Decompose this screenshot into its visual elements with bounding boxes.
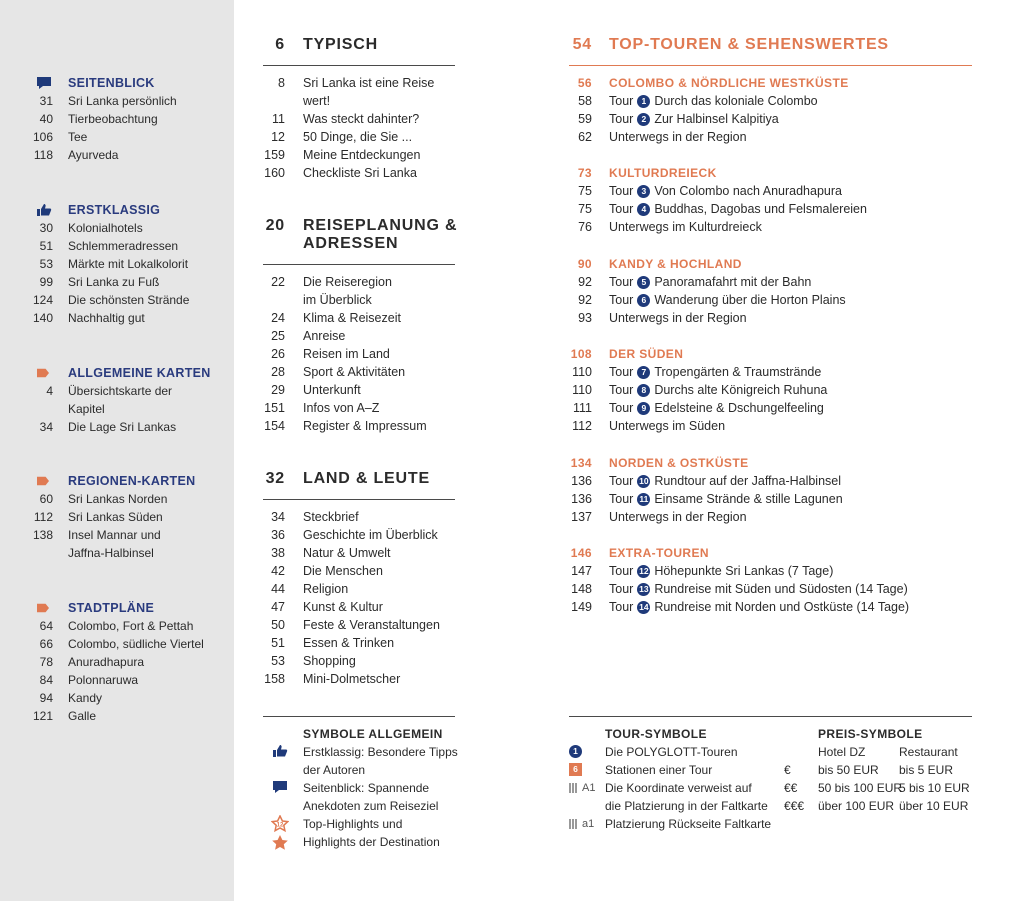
entry-label: Mini-Dolmetscher (303, 672, 401, 686)
page-number: 24 (271, 311, 285, 325)
page-number: 4 (46, 384, 53, 398)
region-page-number: 56 (577, 76, 592, 90)
entry-label: Übersichtskarte der (68, 384, 173, 398)
toc-entry[interactable] (0, 327, 460, 345)
tour-entry[interactable] (0, 417, 1000, 435)
tour-entry[interactable] (0, 92, 1000, 110)
entry-label: Colombo, südliche Viertel (68, 637, 204, 651)
entry-label: Sri Lanka persönlich (68, 94, 177, 108)
entry-label: Unterwegs in der Region (609, 130, 747, 144)
sidebar-section-title: REGIONEN-KARTEN (68, 474, 196, 488)
tour-entry[interactable] (0, 110, 1000, 128)
page-number: 36 (271, 528, 285, 542)
page-number: 51 (39, 239, 53, 253)
page-number: 59 (578, 112, 592, 126)
entry-label: Was steckt dahinter? (303, 112, 420, 126)
page-number: 124 (32, 293, 53, 307)
page-number: 149 (571, 600, 592, 614)
page-number: 151 (264, 401, 285, 415)
legend-text: Die Koordinate verweist auf (605, 781, 752, 795)
toc-entry[interactable] (0, 616, 460, 634)
speech-bubble-icon (272, 780, 288, 799)
page-number: 154 (264, 419, 285, 433)
page-number: 40 (39, 112, 53, 126)
tour-word: Tour (609, 112, 634, 126)
price-symbol: € (784, 763, 791, 777)
entry-label: wert! (303, 94, 331, 108)
entry-label: Jaffna-Halbinsel (68, 546, 154, 560)
tour-number-badge: 3 (637, 185, 650, 198)
sidebar-section-title: ERSTKLASSIG (68, 203, 161, 217)
page-number: 64 (39, 619, 53, 633)
page-number: 140 (32, 311, 53, 325)
entry-label: Durchs alte Königreich Ruhuna (654, 383, 828, 397)
tour-word: Tour (609, 564, 634, 578)
page-number: 118 (33, 148, 53, 162)
entry-label: Märkte mit Lokalkolorit (68, 257, 189, 271)
price-restaurant: 5 bis 10 EUR (899, 781, 970, 795)
tour-word: Tour (609, 582, 634, 596)
entry-label: Sri Lankas Süden (68, 510, 163, 524)
entry-label: Infos von A–Z (303, 401, 380, 415)
entry-label: Edelsteine & Dschungelfeeling (654, 401, 824, 415)
price-hotel: 50 bis 100 EUR (818, 781, 903, 795)
entry-label: Kunst & Kultur (303, 600, 383, 614)
tour-word: Tour (609, 275, 634, 289)
legend-text: Stationen einer Tour (605, 763, 713, 777)
legend-text: die Platzierung in der Faltkarte (605, 799, 768, 813)
entry-label: Checkliste Sri Lanka (303, 166, 417, 180)
entry-label: Polonnaruwa (68, 673, 139, 687)
entry-label: Insel Mannar und (68, 528, 161, 542)
legend-text: Highlights der Destination (303, 835, 440, 849)
sidebar-entry[interactable] (0, 707, 234, 725)
chapter-page-number: 6 (275, 36, 285, 53)
divider (263, 65, 455, 66)
region-page-number: 73 (577, 166, 592, 180)
entry-label: Panoramafahrt mit der Bahn (654, 275, 812, 289)
page-number: 47 (271, 600, 285, 614)
tour-entry[interactable] (0, 200, 1000, 218)
page-number: 106 (32, 130, 53, 144)
legend-text: Platzierung Rückseite Faltkarte (605, 817, 772, 831)
chapter-title: REISEPLANUNG & (303, 217, 458, 234)
tour-entry[interactable] (0, 309, 1000, 327)
tour-entry[interactable] (0, 273, 1000, 291)
region-title: NORDEN & OSTKÜSTE (609, 456, 749, 470)
tour-entry[interactable] (0, 218, 1000, 236)
entry-label: Zur Halbinsel Kalpitiya (654, 112, 779, 126)
entry-label: Shopping (303, 654, 356, 668)
entry-label: Unterwegs in der Region (609, 311, 747, 325)
tour-word: Tour (609, 293, 634, 307)
tour-entry[interactable] (0, 490, 1000, 508)
page-number: 66 (39, 637, 53, 651)
chapter-page-number: 32 (265, 470, 285, 487)
region-header[interactable] (0, 164, 1000, 182)
star-icon (271, 834, 289, 857)
region-header[interactable] (0, 255, 1000, 273)
divider (569, 716, 972, 717)
sidebar-section-title: SEITENBLICK (68, 76, 155, 90)
price-hotel: über 100 EUR (818, 799, 895, 813)
price-restaurant: über 10 EUR (899, 799, 969, 813)
tour-word: Tour (609, 492, 634, 506)
region-page-number: 90 (577, 257, 592, 271)
page-number: 136 (571, 474, 592, 488)
page-number: 11 (272, 112, 285, 126)
entry-label: Schlemmeradressen (68, 239, 179, 253)
entry-label: Die schönsten Strände (68, 293, 190, 307)
tour-word: Tour (609, 474, 634, 488)
entry-label: Von Colombo nach Anuradhapura (654, 184, 842, 198)
entry-label: Unterkunft (303, 383, 361, 397)
toc-entry[interactable] (0, 634, 460, 652)
legend-symbol: 6 (569, 763, 582, 776)
entry-label: Rundreise mit Norden und Ostküste (14 Tage) (654, 600, 910, 614)
legend-text: Anekdoten zum Reiseziel (303, 799, 439, 813)
entry-label: Geschichte im Überblick (303, 528, 438, 542)
entry-label: Unterwegs im Süden (609, 419, 726, 433)
page-number: 93 (578, 311, 592, 325)
entry-label: Buddhas, Dagobas und Felsmalereien (654, 202, 867, 216)
page-number: 44 (271, 582, 285, 596)
legend-text: der Autoren (303, 763, 366, 777)
entry-label: Einsame Strände & stille Lagunen (654, 492, 843, 506)
entry-label: Colombo, Fort & Pettah (68, 619, 194, 633)
page-number: 158 (264, 672, 285, 686)
entry-label: Kolonialhotels (68, 221, 143, 235)
toc-entry[interactable] (0, 652, 460, 670)
entry-label: Rundtour auf der Jaffna-Halbinsel (654, 474, 842, 488)
legend-title: SYMBOLE ALLGEMEIN (303, 727, 443, 741)
tour-word: Tour (609, 365, 634, 379)
grid-marker-icon (569, 783, 578, 793)
entry-label: Rundreise mit Süden und Südosten (14 Tage) (654, 582, 908, 596)
chapter-page-number: 20 (265, 217, 285, 234)
tour-entry[interactable] (0, 291, 1000, 309)
chapter-page-number: 54 (572, 36, 592, 53)
entry-label: Steckbrief (303, 510, 359, 524)
tour-number-badge: 10 (639, 476, 649, 486)
tour-number-badge: 8 (637, 384, 650, 397)
legend-symbol: a1 (582, 818, 595, 830)
tour-entry[interactable] (0, 363, 1000, 381)
entry-label: Kapitel (68, 402, 105, 416)
region-header[interactable] (0, 544, 1000, 562)
region-page-number: 146 (570, 546, 592, 560)
entry-label: Nachhaltig gut (68, 311, 145, 325)
entry-label: Essen & Trinken (303, 636, 395, 650)
entry-label: Reisen im Land (303, 347, 390, 361)
region-header[interactable] (0, 454, 1000, 472)
page-number: 31 (39, 94, 53, 108)
page-number: 30 (39, 221, 53, 235)
grid-marker-icon (569, 819, 578, 829)
page-number: 50 (271, 618, 285, 632)
region-header[interactable] (0, 74, 1000, 92)
page-number: 22 (271, 275, 285, 289)
entry-label: Meine Entdeckungen (303, 148, 421, 162)
page-number: 112 (33, 510, 53, 524)
page-number: 147 (571, 564, 592, 578)
entry-label: Sport & Aktivitäten (303, 365, 406, 379)
tour-number-badge: 14 (639, 602, 649, 612)
tour-number-badge: 2 (637, 113, 650, 126)
tour-entry[interactable] (0, 472, 1000, 490)
entry-label: Durch das koloniale Colombo (654, 94, 818, 108)
tour-number-badge: 5 (637, 276, 650, 289)
entry-label: Anreise (303, 329, 346, 343)
chapter-title: TYPISCH (303, 36, 378, 53)
tour-word: Tour (609, 94, 634, 108)
entry-label: 50 Dinge, die Sie ... (303, 130, 413, 144)
tour-entry[interactable] (0, 128, 1000, 146)
tour-number-badge: 13 (639, 584, 649, 594)
entry-label: Feste & Veranstaltungen (303, 618, 440, 632)
price-column-restaurant: Restaurant (899, 745, 958, 759)
region-title: KANDY & HOCHLAND (609, 257, 742, 271)
page-number: 92 (578, 293, 592, 307)
page-number: 110 (572, 365, 592, 379)
tour-word: Tour (609, 202, 634, 216)
sidebar-section-title: ALLGEMEINE KARTEN (68, 366, 211, 380)
page-number: 111 (572, 401, 592, 415)
sidebar-section-title: STADTPLÄNE (68, 601, 155, 615)
page-number: 75 (578, 184, 592, 198)
page-number: 112 (572, 419, 592, 433)
page-number: 28 (271, 365, 285, 379)
page-number: 53 (39, 257, 53, 271)
region-header[interactable] (0, 345, 1000, 363)
entry-label: Tropengärten & Traumstrände (654, 365, 822, 379)
page-number: 110 (572, 383, 592, 397)
price-symbol: €€€ (784, 799, 805, 813)
entry-label: Register & Impressum (303, 419, 427, 433)
entry-label: Anuradhapura (68, 655, 145, 669)
entry-label: Natur & Umwelt (303, 546, 391, 560)
entry-label: Ayurveda (68, 148, 119, 162)
tour-word: Tour (609, 383, 634, 397)
page-number: 92 (578, 275, 592, 289)
svg-text:12: 12 (276, 822, 284, 829)
legend-text: Seitenblick: Spannende (303, 781, 430, 795)
tour-number-badge: 9 (637, 402, 650, 415)
region-title: DER SÜDEN (609, 347, 684, 361)
toc-entry[interactable] (0, 146, 460, 164)
tour-entry[interactable] (0, 598, 1000, 616)
chapter-title: LAND & LEUTE (303, 470, 430, 487)
entry-label: Galle (68, 709, 97, 723)
page-number: 26 (271, 347, 285, 361)
page-number: 76 (578, 220, 592, 234)
tour-entry[interactable] (0, 182, 1000, 200)
legend-text: Die POLYGLOTT-Touren (605, 745, 738, 759)
price-column-hotel: Hotel DZ (818, 745, 866, 759)
chapter-title: TOP-TOUREN & SEHENSWERTES (609, 36, 889, 53)
page-number: 29 (271, 383, 285, 397)
tour-entry[interactable] (0, 562, 1000, 580)
page-number: 58 (578, 94, 592, 108)
region-title: COLOMBO & NÖRDLICHE WESTKÜSTE (609, 76, 849, 90)
chapter-header-top-touren (0, 33, 1000, 57)
tour-number-badge: 1 (637, 95, 650, 108)
entry-label: Die Menschen (303, 564, 383, 578)
entry-label: Unterwegs im Kulturdreieck (609, 220, 762, 234)
tour-entry[interactable] (0, 508, 1000, 526)
tour-number-badge: 4 (637, 203, 650, 216)
tour-number-badge: 6 (637, 294, 650, 307)
region-page-number: 134 (570, 456, 592, 470)
page-number: 42 (271, 564, 285, 578)
page-number: 12 (271, 130, 285, 144)
page-number: 137 (571, 510, 592, 524)
toc-entry[interactable] (0, 526, 460, 544)
sidebar-entry[interactable] (0, 689, 234, 707)
page-number: 34 (39, 420, 53, 434)
tour-number-badge: 7 (637, 366, 650, 379)
entry-label: im Überblick (303, 293, 372, 307)
entry-label: Tee (68, 130, 88, 144)
tour-word: Tour (609, 184, 634, 198)
toc-entry[interactable] (0, 670, 460, 688)
entry-label: Unterwegs in der Region (609, 510, 747, 524)
page-number: 75 (578, 202, 592, 216)
price-hotel: bis 50 EUR (818, 763, 879, 777)
entry-label: Sri Lankas Norden (68, 492, 168, 506)
legend-title: PREIS-SYMBOLE (818, 727, 923, 741)
tour-number-badge: 11 (639, 494, 649, 504)
divider (263, 716, 455, 717)
page-number: 94 (39, 691, 53, 705)
entry-label: Religion (303, 582, 349, 596)
page-number: 53 (271, 654, 285, 668)
entry-label: Sri Lanka ist eine Reise (303, 76, 435, 90)
page-number: 60 (39, 492, 53, 506)
chapter-title: ADRESSEN (303, 235, 399, 252)
entry-label: Die Reiseregion (303, 275, 392, 289)
page-number: 84 (39, 673, 53, 687)
entry-label: Wanderung über die Horton Plains (654, 293, 846, 307)
tour-entry[interactable] (0, 381, 1000, 399)
entry-label: Klima & Reisezeit (303, 311, 401, 325)
region-title: EXTRA-TOUREN (609, 546, 709, 560)
price-symbol: €€ (784, 781, 798, 795)
legend-symbol: 1 (569, 745, 582, 758)
divider (569, 65, 972, 66)
page-number: 38 (271, 546, 285, 560)
page-number: 25 (271, 329, 285, 343)
tour-number-badge: 12 (639, 566, 649, 576)
legend-text: Top-Highlights und (303, 817, 403, 831)
tour-entry[interactable] (0, 399, 1000, 417)
region-title: KULTURDREIECK (609, 166, 717, 180)
page-number: 121 (32, 709, 53, 723)
page-number: 34 (271, 510, 285, 524)
entry-label: Höhepunkte Sri Lankas (7 Tage) (654, 564, 834, 578)
legend-title: TOUR-SYMBOLE (605, 727, 707, 741)
region-page-number: 108 (570, 347, 592, 361)
page-number: 160 (264, 166, 285, 180)
thumbs-up-icon (272, 744, 288, 763)
tour-word: Tour (609, 600, 634, 614)
page-number: 8 (278, 76, 285, 90)
entry-label: Sri Lanka zu Fuß (68, 275, 160, 289)
page-number: 51 (271, 636, 285, 650)
page-number: 138 (32, 528, 53, 542)
page-number: 78 (39, 655, 53, 669)
page-number: 99 (39, 275, 53, 289)
page-number: 136 (571, 492, 592, 506)
price-restaurant: bis 5 EUR (899, 763, 954, 777)
page-number: 148 (571, 582, 592, 596)
entry-label: Tierbeobachtung (68, 112, 158, 126)
page-number: 159 (264, 148, 285, 162)
legend-text: Erstklassig: Besondere Tipps (303, 745, 458, 759)
legend-symbol: A1 (582, 782, 596, 794)
tour-entry[interactable] (0, 580, 1000, 598)
entry-label: Kandy (68, 691, 103, 705)
tour-word: Tour (609, 401, 634, 415)
page-number: 62 (578, 130, 592, 144)
entry-label: Die Lage Sri Lankas (68, 420, 177, 434)
